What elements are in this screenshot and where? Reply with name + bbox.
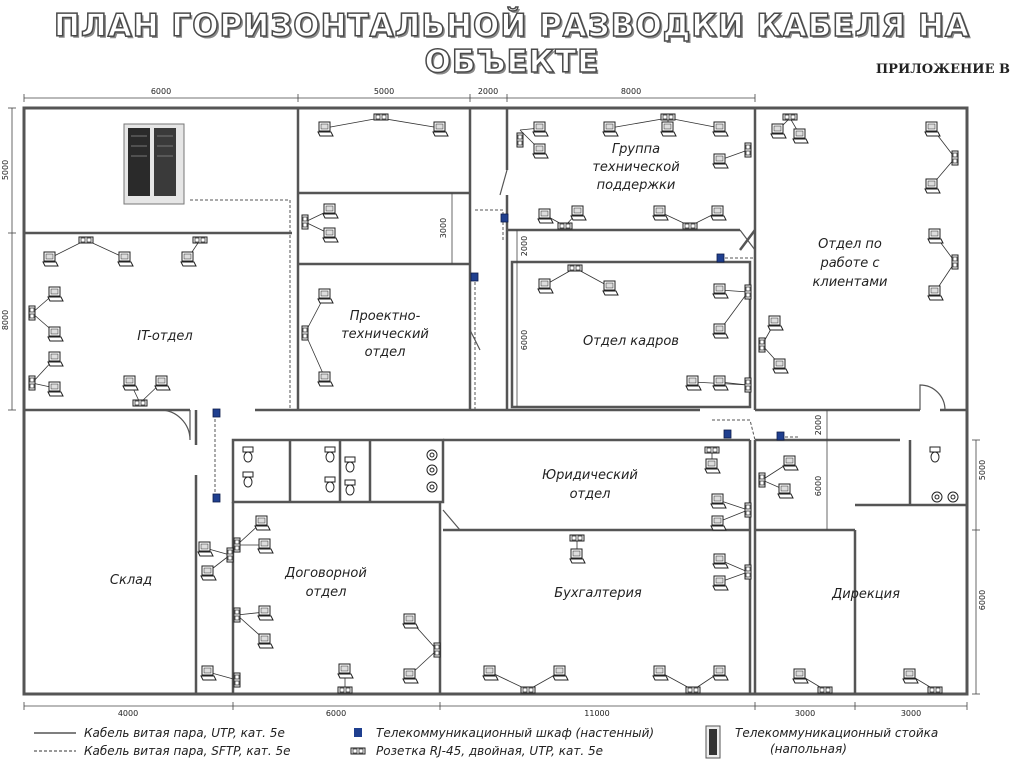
room-legal-line2: отдел (569, 487, 611, 502)
room-legal-line1: Юридический (542, 468, 638, 483)
dim-inner-5: 6000 (814, 475, 823, 497)
dim-inner-2: 2000 (520, 235, 529, 257)
legend-socket: Розетка RJ-45, двойная, UTP, кат. 5е (376, 744, 603, 758)
dim-top-3: 2000 (477, 87, 499, 96)
dim-inner-3: 6000 (520, 329, 529, 351)
dim-inner-1: 3000 (439, 217, 448, 239)
room-clients-line2: работе с (820, 256, 880, 271)
page-title: ПЛАН ГОРИЗОНТАЛЬНОЙ РАЗВОДКИ КАБЕЛЯ НА ОБЪЕКТЕ (54, 8, 970, 80)
dim-bottom-3: 11000 (584, 709, 610, 718)
room-project-line2: технический (341, 327, 429, 342)
room-project-line1: Проектно- (349, 309, 421, 324)
dim-bottom-1: 4000 (117, 709, 139, 718)
room-hr: Отдел кадров (583, 334, 679, 349)
dim-bottom-4: 3000 (794, 709, 816, 718)
room-accounting: Бухгалтерия (554, 586, 642, 601)
dim-top-2: 5000 (373, 87, 395, 96)
room-direction: Дирекция (832, 587, 900, 602)
room-clients-line3: клиентами (812, 275, 888, 290)
legend-rack-line2: (напольная) (770, 742, 847, 756)
room-support-line2: технической (592, 160, 680, 175)
dim-top-1: 6000 (150, 87, 172, 96)
socket-legend-icon (351, 748, 365, 754)
legend-utp: Кабель витая пара, UTP, кат. 5е (84, 726, 285, 740)
dim-bottom-5: 3000 (900, 709, 922, 718)
room-contracts-line1: Договорной (285, 566, 367, 581)
sftp-cables (190, 200, 800, 500)
room-support-line1: Группа (611, 142, 661, 157)
dim-left-1: 5000 (1, 159, 10, 181)
dim-bottom-2: 6000 (325, 709, 347, 718)
room-warehouse: Склад (109, 573, 153, 588)
dim-left-2: 8000 (1, 309, 10, 331)
appendix-label: ПРИЛОЖЕНИЕ В (875, 62, 1010, 77)
dim-right-2: 6000 (978, 589, 987, 611)
room-contracts-line2: отдел (305, 585, 347, 600)
server-rack-image (124, 124, 184, 204)
room-clients-line1: Отдел по (818, 237, 882, 252)
room-project-line3: отдел (364, 345, 406, 360)
dim-top-4: 8000 (620, 87, 642, 96)
legend-sftp: Кабель витая пара, SFTP, кат. 5е (84, 744, 291, 758)
dim-right-1: 5000 (978, 459, 987, 481)
rack-legend-icon (706, 726, 720, 758)
room-support-line3: поддержки (596, 178, 676, 193)
cabinet-legend-icon (354, 728, 362, 737)
legend-cabinet: Телекоммуникационный шкаф (настенный) (376, 726, 655, 740)
dim-inner-4: 2000 (814, 414, 823, 436)
legend-rack-line1: Телекоммуникационный стойка (735, 726, 939, 740)
legend (34, 726, 938, 758)
room-it: IT-отдел (137, 329, 193, 344)
